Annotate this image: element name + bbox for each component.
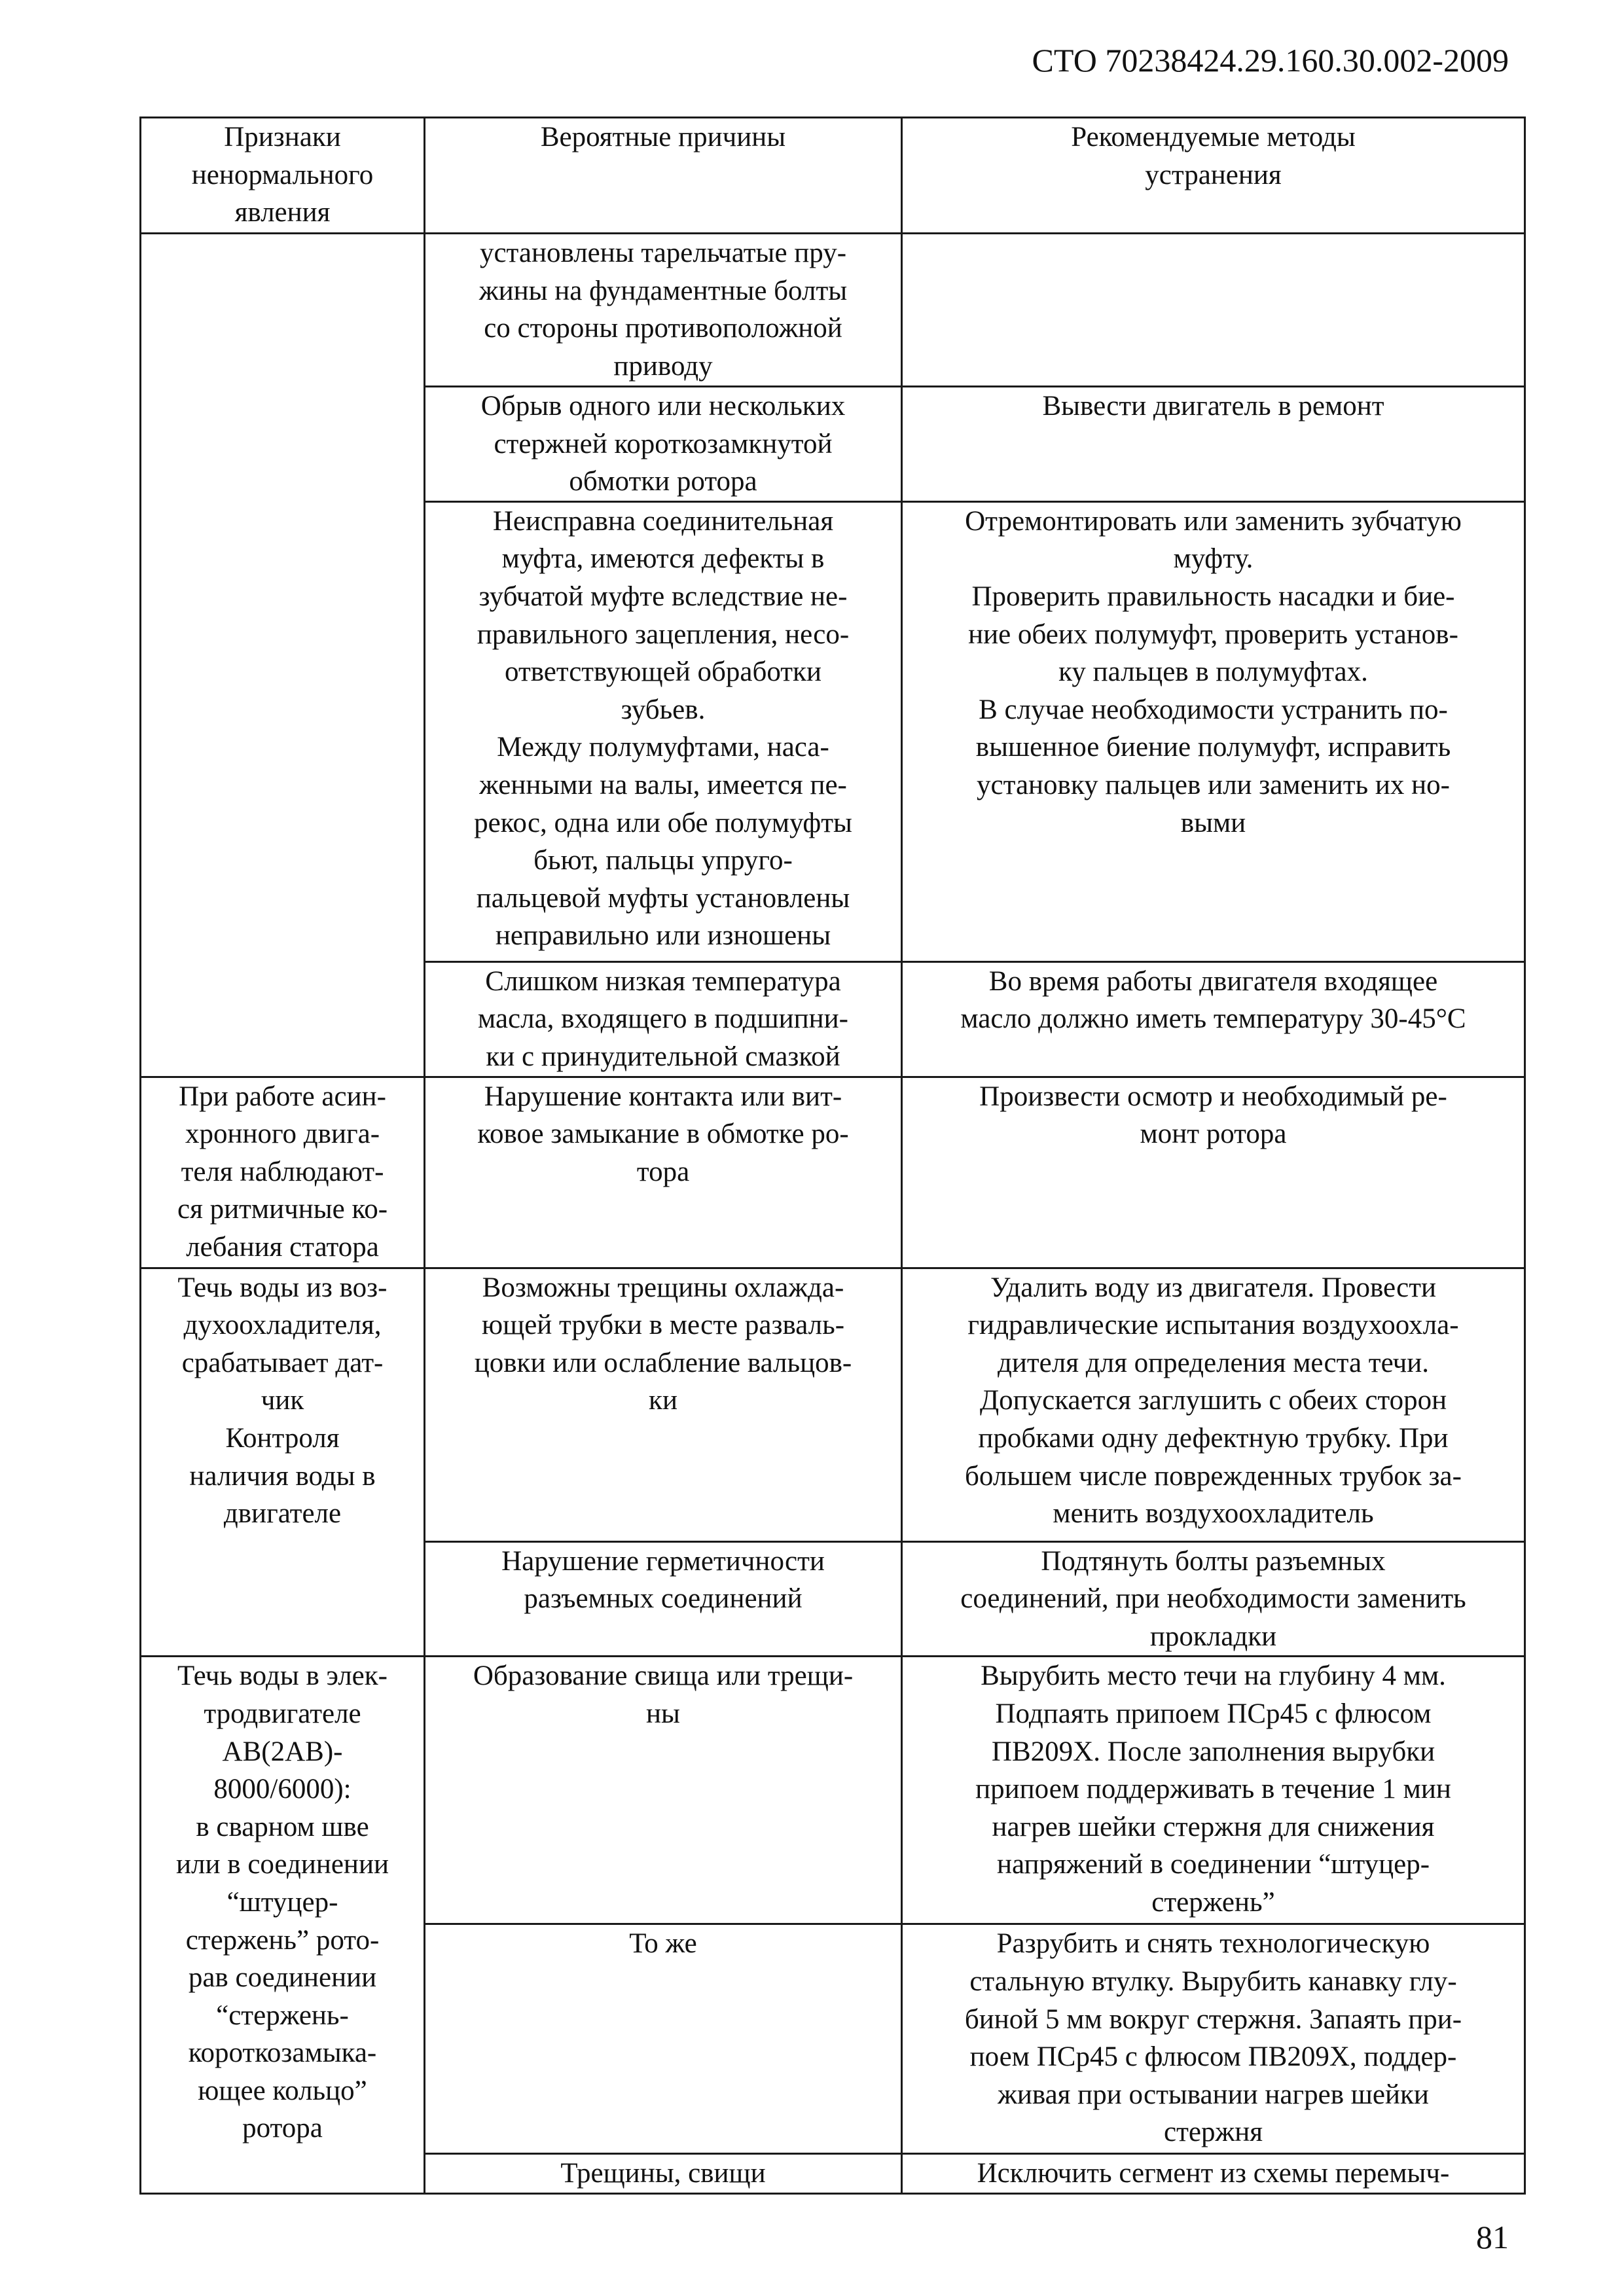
cell-text-line: со стороны противоположной bbox=[484, 313, 842, 344]
cause-cell bbox=[425, 1924, 902, 2154]
cell-text-line: При работе асин- bbox=[179, 1081, 386, 1112]
cell-text-line: гидравлические испытания воздухоохла- bbox=[967, 1310, 1459, 1341]
cell-text-line: Произвести осмотр и необходимый ре- bbox=[979, 1081, 1447, 1112]
cell-text-line: Проверить правильность насадки и бие- bbox=[971, 581, 1455, 612]
cell-text-line: выми bbox=[1180, 807, 1246, 838]
cell-text-line: Трещины, свищи bbox=[560, 2158, 766, 2189]
symptom-cell-continued bbox=[141, 234, 425, 1077]
cell-text-line: лебания статора bbox=[186, 1231, 379, 1263]
cell-text-line: ющее кольцо” bbox=[198, 2075, 367, 2106]
cell-text-line: Разрубить и снять технологическую bbox=[996, 1928, 1430, 1960]
cause-cell bbox=[425, 387, 902, 502]
cell-text-line: нагрев шейки стержня для снижения bbox=[992, 1811, 1435, 1842]
cell-text-line: Отремонтировать или заменить зубчатую bbox=[965, 505, 1462, 537]
cell-text-line: менить воздухоохладитель bbox=[1053, 1498, 1374, 1530]
cell-text-line: установлены тарельчатые пру- bbox=[479, 238, 847, 268]
cell-text-line: наличия воды в bbox=[189, 1460, 376, 1492]
remedy-cell bbox=[902, 501, 1525, 961]
remedy-cell bbox=[902, 1541, 1525, 1657]
cell-text-line: Контроля bbox=[225, 1422, 340, 1454]
symptom-cell bbox=[141, 1657, 425, 2194]
cell-text-line: Нарушение контакта или вит- bbox=[484, 1081, 842, 1112]
cell-text-line: рекос, одна или обе полумуфты bbox=[474, 807, 852, 838]
cell-text-line: короткозамыка- bbox=[188, 2037, 377, 2069]
cell-text-line: Удалить воду из двигателя. Провести bbox=[990, 1272, 1437, 1303]
cell-text-line: бьют, пальцы упруго- bbox=[533, 845, 793, 876]
cell-text-line: двигателе bbox=[223, 1498, 342, 1530]
cell-text-line: АВ(2АВ)- bbox=[222, 1736, 343, 1767]
cell-text-line: ние обеих полумуфт, проверить установ- bbox=[968, 619, 1458, 650]
table-header-row bbox=[141, 118, 1525, 234]
cause-cell bbox=[425, 501, 902, 961]
document-code: СТО 70238424.29.160.30.002-2009 bbox=[1032, 42, 1509, 79]
cell-text-line: тора bbox=[636, 1156, 690, 1187]
cause-cell bbox=[425, 1657, 902, 1924]
remedy-cell bbox=[902, 1657, 1525, 1924]
cell-text-line: стержень” bbox=[1151, 1886, 1275, 1918]
cell-text-line: ся ритмичные ко- bbox=[177, 1194, 388, 1225]
cell-text-line: ковое замыкание в обмотке ро- bbox=[477, 1119, 849, 1150]
symptom-cell bbox=[141, 1077, 425, 1268]
cause-cell bbox=[425, 234, 902, 387]
cell-text-line: стальную втулку. Вырубить канавку глу- bbox=[969, 1965, 1457, 1997]
cell-text-line: стержень” рото- bbox=[185, 1924, 380, 1956]
cell-text-line: ПВ209Х. После заполнения вырубки bbox=[991, 1736, 1435, 1767]
cell-text-line: муфта, имеются дефекты в bbox=[501, 543, 825, 575]
cell-text-line: Нарушение герметичности bbox=[501, 1545, 825, 1577]
cell-text-line: биной 5 мм вокруг стержня. Запаять при- bbox=[964, 2003, 1462, 2035]
cell-text-line: припоем поддерживать в течение 1 мин bbox=[975, 1774, 1451, 1805]
cell-text-line: Возможны трещины охлажда- bbox=[482, 1272, 844, 1303]
table-row bbox=[141, 1657, 1525, 1924]
cell-text-line: масло должно иметь температуру 30-45°С bbox=[960, 1003, 1466, 1035]
troubleshooting-table bbox=[139, 117, 1526, 2195]
cell-text-line: Допускается заглушить с обеих сторон bbox=[979, 1385, 1447, 1416]
header-remedies bbox=[902, 118, 1525, 234]
cell-text-line: То же bbox=[629, 1928, 697, 1960]
table-row bbox=[141, 1077, 1525, 1268]
cell-text-line: напряжений в соединении “штуцер- bbox=[996, 1849, 1430, 1880]
cell-text-line: в сварном шве bbox=[196, 1811, 369, 1842]
cause-cell bbox=[425, 1268, 902, 1541]
remedy-cell bbox=[902, 1924, 1525, 2154]
cell-text-line: ны bbox=[646, 1698, 680, 1729]
cell-text-line: монт ротора bbox=[1140, 1119, 1287, 1150]
cell-text-line: установку пальцев или заменить их но- bbox=[977, 769, 1450, 800]
cell-text-line: чик bbox=[261, 1385, 304, 1416]
cell-text-line: Вырубить место течи на глубину 4 мм. bbox=[981, 1660, 1446, 1692]
cause-cell bbox=[425, 1077, 902, 1268]
cell-text-line: жины на фундаментные болты bbox=[478, 275, 848, 306]
cell-text-line: разъемных соединений bbox=[524, 1583, 803, 1615]
cell-text-line: Вывести двигатель в ремонт bbox=[1042, 391, 1384, 422]
cell-text-line: ку пальцев в полумуфтах. bbox=[1058, 656, 1368, 688]
cause-cell bbox=[425, 1541, 902, 1657]
cell-text-line: ненормального bbox=[191, 159, 374, 190]
cell-text-line: Исключить сегмент из схемы перемыч- bbox=[977, 2158, 1450, 2189]
cell-text-line: Течь воды из воз- bbox=[177, 1272, 388, 1303]
cell-text-line: тродвигателе bbox=[204, 1698, 361, 1729]
cell-text-line: неправильно или изношены bbox=[495, 920, 831, 952]
cell-text-line: Вероятные причины bbox=[540, 122, 786, 152]
cell-text-line: хронного двига- bbox=[185, 1119, 380, 1150]
cell-text-line: устранения bbox=[1145, 159, 1282, 190]
cell-text-line: пробками одну дефектную трубку. При bbox=[978, 1422, 1449, 1454]
cell-text-line: 8000/6000): bbox=[213, 1774, 352, 1805]
cell-text-line: женными на валы, имеется пе- bbox=[479, 769, 847, 800]
cell-text-line: теля наблюдают- bbox=[181, 1156, 384, 1187]
cell-text-line: ответствующей обработки bbox=[505, 656, 821, 688]
cell-text-line: зубьев. bbox=[621, 694, 706, 725]
page-number: 81 bbox=[1476, 2219, 1509, 2255]
cell-text-line: Во время работы двигателя входящее bbox=[988, 965, 1438, 997]
cell-text-line: Между полумуфтами, наса- bbox=[497, 732, 829, 763]
cell-text-line: прокладки bbox=[1149, 1621, 1277, 1652]
cell-text-line: большем числе поврежденных трубок за- bbox=[965, 1460, 1462, 1492]
remedy-cell bbox=[902, 234, 1525, 387]
cell-text-line: ки bbox=[649, 1385, 677, 1416]
cell-text-line: правильного зацепления, несо- bbox=[477, 619, 850, 650]
header-symptoms bbox=[141, 118, 425, 234]
cell-text-line: цовки или ослабление вальцов- bbox=[474, 1347, 852, 1378]
cell-text-line: стержней короткозамкнутой bbox=[494, 428, 833, 459]
cell-text-line: Рекомендуемые методы bbox=[1071, 122, 1356, 152]
cell-text-line: ротора bbox=[242, 2113, 323, 2144]
cell-text-line: дителя для определения места течи. bbox=[997, 1347, 1429, 1378]
cell-text-line: “штуцер- bbox=[226, 1886, 338, 1918]
table-row bbox=[141, 1268, 1525, 1541]
cell-text-line: Подпаять припоем ПСр45 с флюсом bbox=[995, 1698, 1432, 1729]
cell-text-line: стержня bbox=[1164, 2117, 1263, 2148]
cell-text-line: В случае необходимости устранить по- bbox=[979, 694, 1448, 725]
cell-text-line: пальцевой муфты установлены bbox=[476, 882, 850, 914]
cell-text-line: муфту. bbox=[1173, 543, 1254, 575]
cell-text-line: Признаки bbox=[224, 122, 341, 152]
cell-text-line: Неисправна соединительная bbox=[492, 505, 834, 537]
cell-text-line: обмотки ротора bbox=[569, 466, 757, 497]
cell-text-line: ющей трубки в месте разваль- bbox=[481, 1310, 845, 1341]
cell-text-line: поем ПСр45 с флюсом ПВ209Х, поддер- bbox=[969, 2041, 1457, 2073]
cell-text-line: Обрыв одного или нескольких bbox=[480, 391, 846, 422]
cell-text-line: ки с принудительной смазкой bbox=[486, 1041, 840, 1072]
cell-text-line: Подтянуть болты разъемных bbox=[1041, 1545, 1386, 1577]
cause-cell bbox=[425, 961, 902, 1077]
table-row bbox=[141, 234, 1525, 387]
cell-text-line: “стержень- bbox=[216, 2000, 349, 2031]
cell-text-line: срабатывает дат- bbox=[181, 1347, 384, 1378]
remedy-cell bbox=[902, 1268, 1525, 1541]
cell-text-line: живая при остывании нагрев шейки bbox=[998, 2079, 1429, 2110]
cell-text-line: Образование свища или трещи- bbox=[473, 1660, 854, 1692]
cell-text-line: масла, входящего в подшипни- bbox=[478, 1003, 848, 1035]
cell-text-line: духоохладителя, bbox=[183, 1310, 382, 1341]
remedy-cell bbox=[902, 387, 1525, 502]
cell-text-line: явления bbox=[234, 197, 331, 228]
cell-text-line: соединений, при необходимости заменить bbox=[960, 1583, 1466, 1615]
cause-cell bbox=[425, 2154, 902, 2194]
cell-text-line: зубчатой муфте вследствие не- bbox=[478, 581, 848, 612]
symptom-cell bbox=[141, 1268, 425, 1657]
remedy-cell bbox=[902, 1077, 1525, 1268]
remedy-cell bbox=[902, 2154, 1525, 2194]
cell-text-line: рав соединении bbox=[188, 1962, 377, 1994]
cell-text-line: Слишком низкая температура bbox=[485, 965, 841, 997]
cell-text-line: приводу bbox=[613, 350, 713, 382]
remedy-cell bbox=[902, 961, 1525, 1077]
cell-text-line: или в соединении bbox=[176, 1849, 389, 1880]
cell-text-line: Течь воды в элек- bbox=[177, 1660, 388, 1692]
header-causes bbox=[425, 118, 902, 234]
cell-text-line: вышенное биение полумуфт, исправить bbox=[975, 732, 1451, 763]
